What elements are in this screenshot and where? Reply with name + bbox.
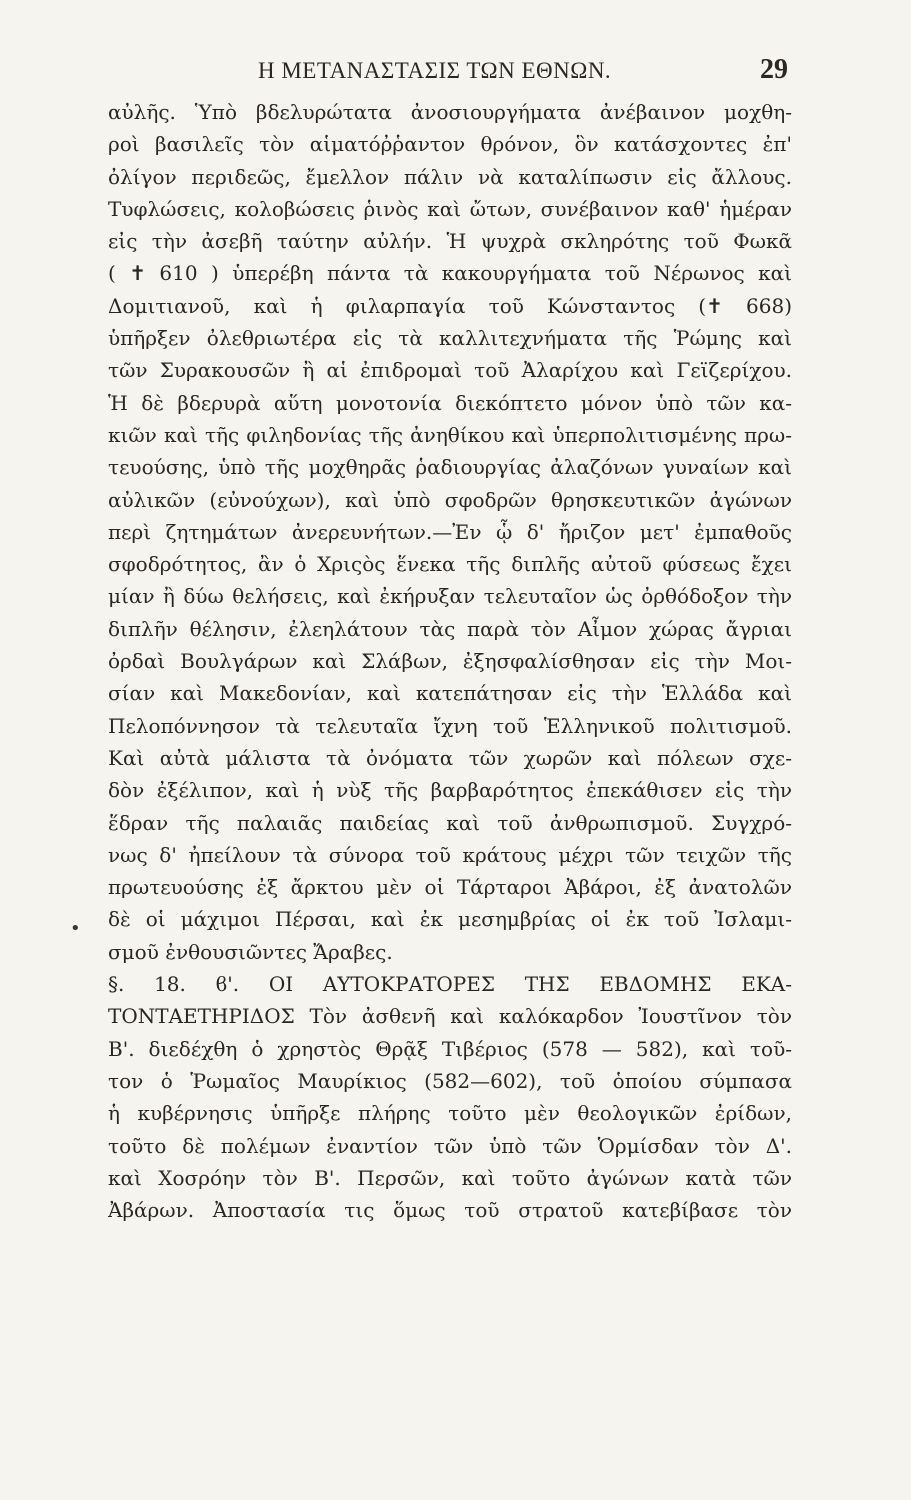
margin-mark: • — [70, 918, 81, 939]
text-line: ΤΟΝΤΑΕΤΗΡΙΔΟΣ Τὸν ἀσθενῆ καὶ καλόκαρδον Ἰουστῖνον τὸν — [108, 1004, 792, 1029]
text-line: ὀλίγον περιδεῶς, ἔμελλον πάλιν νὰ καταλίπωσιν εἰς ἄλλους. — [108, 164, 792, 189]
text-line: τῶν Συρακουσῶν ἢ αἱ ἐπιδρομαὶ τοῦ Ἀλαρίχου καὶ Γεϊζερίχου. — [108, 358, 792, 383]
text-line: περὶ ζητημάτων ἀνερευνήτων.—Ἐν ᾧ δ' ἤριζον μετ' ἐμπαθοῦς — [108, 519, 792, 544]
text-line: νως δ' ἠπείλουν τὰ σύνορα τοῦ κράτους μέχρι τῶν τειχῶν τῆς — [108, 842, 792, 867]
running-head: Η ΜΕΤΑΝΑΣΤΑΣΙΣ ΤΩΝ ΕΘΝΩΝ. — [258, 58, 612, 83]
text-line: σμοῦ ἐνθουσιῶντες Ἄραβες. — [108, 939, 393, 964]
text-line: ὑπῆρξεν ὀλεθριωτέρα εἰς τὰ καλλιτεχνήματα τῆς Ῥώμης καὶ — [108, 326, 792, 351]
text-line: Δομιτιανοῦ, καὶ ἡ φιλαρπαγία τοῦ Κώνσταντος (✝ 668) — [108, 293, 792, 318]
text-line: Β'. διεδέχθη ὁ χρηστὸς Θρᾷξ Τιβέριος (578 — 582), καὶ τοῦ- — [108, 1036, 792, 1061]
text-line: ( ✝ 610 ) ὑπερέβη πάντα τὰ κακουργήματα τοῦ Νέρωνος καὶ — [108, 261, 792, 286]
text-line: Πελοπόννησον τὰ τελευταῖα ἴχνη τοῦ Ἑλληνικοῦ πολιτισμοῦ. — [108, 713, 792, 738]
text-line: τοῦτο δὲ πολέμων ἐναντίον τῶν ὑπὸ τῶν Ὁρμίσδαν τὸν Δ'. — [108, 1133, 792, 1158]
text-line: Τυφλώσεις, κολοβώσεις ῥινὸς καὶ ὤτων, συνέβαινον καθ' ἡμέραν — [108, 196, 792, 221]
text-line: σίαν καὶ Μακεδονίαν, καὶ κατεπάτησαν εἰς τὴν Ἑλλάδα καὶ — [108, 681, 792, 706]
page-header — [108, 54, 788, 94]
text-line: κιῶν καὶ τῆς φιληδονίας τῆς ἀνηθίκου καὶ ὑπερπολιτισμένης πρω- — [108, 422, 792, 447]
text-line: σφοδρότητος, ἂν ὁ Χριςὸς ἕνεκα τῆς διπλῆς αὐτοῦ φύσεως ἔχει — [108, 552, 792, 577]
text-line: καὶ Χοσρόην τὸν Β'. Περσῶν, καὶ τοῦτο ἀγώνων κατὰ τῶν — [108, 1165, 792, 1190]
text-line: δὸν ἐξέλιπον, καὶ ἡ νὺξ τῆς βαρβαρότητος ἐπεκάθισεν εἰς τὴν — [108, 778, 792, 803]
text-line: μίαν ἢ δύω θελήσεις, καὶ ἐκήρυξαν τελευταῖον ὡς ὀρθόδοξον τὴν — [108, 584, 792, 609]
text-line: εἰς τὴν ἀσεβῆ ταύτην αὐλήν. Ἡ ψυχρὰ σκληρότης τοῦ Φωκᾶ — [108, 229, 792, 254]
body-text — [108, 96, 792, 1226]
text-line: ροὶ βασιλεῖς τὸν αἱματόῤῥαντον θρόνον, ὃν κατάσχοντες ἐπ' — [108, 132, 792, 157]
text-line: πρωτευούσης ἐξ ἄρκτου μὲν οἱ Τάρταροι Ἀβάροι, ἐξ ἀνατολῶν — [108, 875, 792, 900]
section-heading-line: §. 18. ϐ'. ΟΙ ΑΥΤΟΚΡΑΤΟΡΕΣ ΤΗΣ ΕΒΔΟΜΗΣ ΕΚΑ- — [108, 972, 792, 997]
text-line: τον ὁ Ῥωμαῖος Μαυρίκιος (582—602), τοῦ ὁποίου σύμπασα — [108, 1068, 792, 1093]
text-line: δὲ οἱ μάχιμοι Πέρσαι, καὶ ἐκ μεσημβρίας οἱ ἐκ τοῦ Ἰσλαμι- — [108, 907, 792, 932]
text-line: διπλῆν θέλησιν, ἐλεηλάτουν τὰς παρὰ τὸν Αἶμον χώρας ἄγριαι — [108, 616, 792, 641]
page-number: 29 — [760, 54, 788, 85]
text-line: ἕδραν τῆς παλαιᾶς παιδείας καὶ τοῦ ἀνθρωπισμοῦ. Συγχρό- — [108, 810, 792, 835]
text-line: ἡ κυβέρνησις ὑπῆρξε πλήρης τοῦτο μὲν θεολογικῶν ἐρίδων, — [108, 1101, 792, 1126]
text-line: Ἡ δὲ βδερυρὰ αὕτη μονοτονία διεκόπτετο μόνον ὑπὸ τῶν κα- — [108, 390, 792, 415]
text-line: Καὶ αὐτὰ μάλιστα τὰ ὀνόματα τῶν χωρῶν καὶ πόλεων σχε- — [108, 745, 792, 770]
text-line: αὐλῆς. Ὑπὸ βδελυρώτατα ἀνοσιουργήματα ἀνέβαινον μοχθη- — [108, 100, 792, 124]
text-line: τευούσης, ὑπὸ τῆς μοχθηρᾶς ῥαδιουργίας ἀλαζόνων γυναίων καὶ — [108, 455, 792, 480]
text-line: Ἀβάρων. Ἀποστασία τις ὅμως τοῦ στρατοῦ κατεβίβασε τὸν — [108, 1198, 792, 1223]
text-line: ὀρδαὶ Βουλγάρων καὶ Σλάβων, ἐξησφαλίσθησαν εἰς τὴν Μοι- — [108, 649, 792, 674]
text-line: αὐλικῶν (εὐνούχων), καὶ ὑπὸ σφοδρῶν θρησκευτικῶν ἀγώνων — [108, 487, 792, 512]
